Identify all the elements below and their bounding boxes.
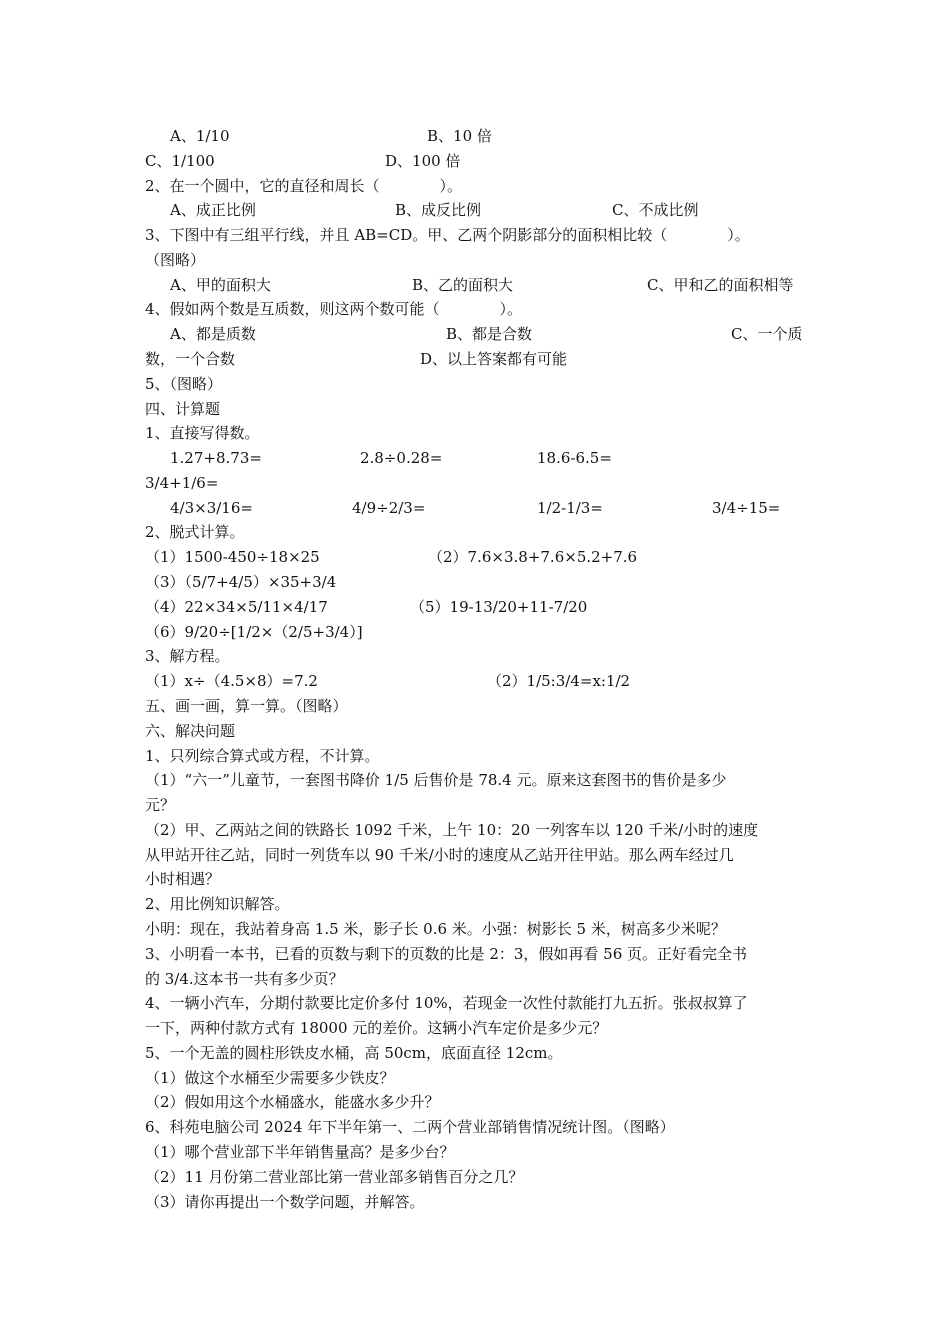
text-line <box>145 198 810 223</box>
text-line <box>145 372 810 397</box>
text-line <box>145 1066 810 1091</box>
text-segment: A、都是质数 <box>170 325 256 344</box>
text-segment: 元？ <box>145 796 176 815</box>
text-segment: 3、小明看一本书，已看的页数与剩下的页数的比是 2：3，假如再看 56 页。正好看完全书 <box>145 944 748 963</box>
text-segment: （3）请你再提出一个数学问题，并解答。 <box>145 1192 425 1211</box>
text-line <box>145 892 810 917</box>
text-segment: 3/4÷15= <box>712 498 781 517</box>
text-segment: 3、解方程。 <box>145 647 230 666</box>
text-segment: 2、脱式计算。 <box>145 523 245 542</box>
text-line <box>145 397 810 422</box>
text-segment: （4）22×34×5/11×4/17 <box>145 597 328 616</box>
text-segment: 2、用比例知识解答。 <box>145 895 290 914</box>
text-segment: （6）9/20÷[1/2×（2/5+3/4）] <box>145 622 363 641</box>
text-line <box>145 322 810 347</box>
text-line <box>145 1190 810 1215</box>
text-segment: 的 3/4.这本书一共有多少页？ <box>145 969 344 988</box>
text-segment: 4/9÷2/3= <box>352 498 426 517</box>
text-line <box>145 1115 810 1140</box>
text-line <box>145 347 810 372</box>
text-line <box>145 867 810 892</box>
text-segment: D、以上答案都有可能 <box>420 350 568 369</box>
text-line <box>145 1140 810 1165</box>
text-segment: 1、直接写得数。 <box>145 424 260 443</box>
text-segment: 数，一个合数 <box>145 350 236 369</box>
text-line <box>145 570 810 595</box>
text-segment: （1）哪个营业部下半年销售量高？是多少台？ <box>145 1142 455 1161</box>
text-segment: 1、只列综合算式或方程，不计算。 <box>145 746 380 765</box>
text-line <box>145 273 810 298</box>
text-line <box>145 669 810 694</box>
text-line <box>145 595 810 620</box>
text-segment: 从甲站开往乙站，同时一列货车以 90 千米/小时的速度从乙站开往甲站。那么两车经过几 <box>145 845 734 864</box>
text-segment: （2）甲、乙两站之间的铁路长 1092 千米，上午 10：20 一列客车以 120 千米/小时的速度 <box>145 820 759 839</box>
text-segment: （1）1500-450÷18×25 <box>145 548 320 567</box>
text-line <box>145 223 810 248</box>
text-line <box>145 1016 810 1041</box>
text-segment: 3、下图中有三组平行线，并且 AB=CD。甲、乙两个阴影部分的面积相比较（ ）。 <box>145 226 750 245</box>
text-line <box>145 545 810 570</box>
text-line <box>145 520 810 545</box>
text-line <box>145 793 810 818</box>
text-segment: 5、一个无盖的圆柱形铁皮水桶，高 50cm，底面直径 12cm。 <box>145 1043 563 1062</box>
text-segment: 2、在一个圆中，它的直径和周长（ ）。 <box>145 176 463 195</box>
text-segment: 小明：现在，我站着身高 1.5 米，影子长 0.6 米。小强：树影长 5 米，树高多少米呢？ <box>145 919 726 938</box>
text-line <box>145 818 810 843</box>
text-segment: B、乙的面积大 <box>412 275 514 294</box>
text-segment: 1/2-1/3= <box>537 498 603 517</box>
text-segment: 五、画一画，算一算。（图略） <box>145 696 348 715</box>
text-segment: 5、（图略） <box>145 374 223 393</box>
text-segment: 一下，两种付款方式有 18000 元的差价。这辆小汽车定价是多少元？ <box>145 1019 608 1038</box>
text-line <box>145 644 810 669</box>
text-segment: 2.8÷0.28= <box>360 449 443 468</box>
text-segment: （2）1/5:3/4=x:1/2 <box>487 672 631 691</box>
text-segment: B、10 倍 <box>427 127 492 145</box>
text-line <box>145 768 810 793</box>
text-segment: （3）（5/7+4/5）×35+3/4 <box>145 573 337 592</box>
text-line <box>145 496 810 521</box>
text-segment: 4、假如两个数是互质数，则这两个数可能（ ）。 <box>145 300 523 319</box>
text-segment: 18.6-6.5= <box>537 449 612 468</box>
text-line <box>145 991 810 1016</box>
text-line <box>145 1165 810 1190</box>
text-line <box>145 1041 810 1066</box>
text-line <box>145 719 810 744</box>
text-line <box>145 471 810 496</box>
text-segment: （2）11 月份第二营业部比第一营业部多销售百分之几？ <box>145 1167 524 1186</box>
text-segment: 4、一辆小汽车，分期付款要比定价多付 10%，若现金一次性付款能打九五折。张叔叔算了 <box>145 994 748 1013</box>
text-segment: A、甲的面积大 <box>170 275 271 294</box>
text-segment: D、100 倍 <box>385 151 461 170</box>
text-segment: C、甲和乙的面积相等 <box>647 275 794 294</box>
text-line <box>145 942 810 967</box>
text-line <box>145 744 810 769</box>
text-line <box>145 149 810 174</box>
text-segment: （1）做这个水桶至少需要多少铁皮？ <box>145 1068 395 1087</box>
text-line <box>145 917 810 942</box>
text-segment: （5）19-13/20+11-7/20 <box>410 597 588 616</box>
text-segment: 6、科苑电脑公司 2024 年下半年第一、二两个营业部销售情况统计图。（图略） <box>145 1118 675 1137</box>
text-segment: 六、解决问题 <box>145 721 236 740</box>
text-line <box>145 967 810 992</box>
text-line <box>145 843 810 868</box>
text-segment: 小时相遇？ <box>145 870 221 889</box>
text-segment: A、1/10 <box>170 127 230 145</box>
text-segment: （图略） <box>145 250 206 269</box>
text-segment: （2）假如用这个水桶盛水，能盛水多少升？ <box>145 1093 440 1112</box>
text-segment: C、一个质 <box>731 325 803 344</box>
text-line <box>145 297 810 322</box>
text-segment: 四、计算题 <box>145 399 221 418</box>
text-line <box>145 446 810 471</box>
text-line <box>145 1090 810 1115</box>
text-segment: 1.27+8.73= <box>170 449 262 468</box>
text-segment: 3/4+1/6= <box>145 473 219 492</box>
text-segment: B、成反比例 <box>395 201 482 220</box>
text-line <box>145 174 810 199</box>
text-line <box>145 248 810 273</box>
text-line <box>145 620 810 645</box>
text-segment: （1）“六一”儿童节，一套图书降价 1/5 后售价是 78.4 元。原来这套图书的售价是多少 <box>145 771 727 790</box>
text-segment: C、不成比例 <box>612 201 699 220</box>
text-segment: （1）x÷（4.5×8）=7.2 <box>145 672 318 691</box>
text-segment: （2）7.6×3.8+7.6×5.2+7.6 <box>428 548 638 567</box>
text-segment: B、都是合数 <box>446 325 533 344</box>
text-segment: 4/3×3/16= <box>170 498 253 517</box>
text-line <box>145 124 810 149</box>
text-segment: A、成正比例 <box>170 201 256 220</box>
text-segment: C、1/100 <box>145 151 215 170</box>
text-line <box>145 694 810 719</box>
text-line <box>145 421 810 446</box>
